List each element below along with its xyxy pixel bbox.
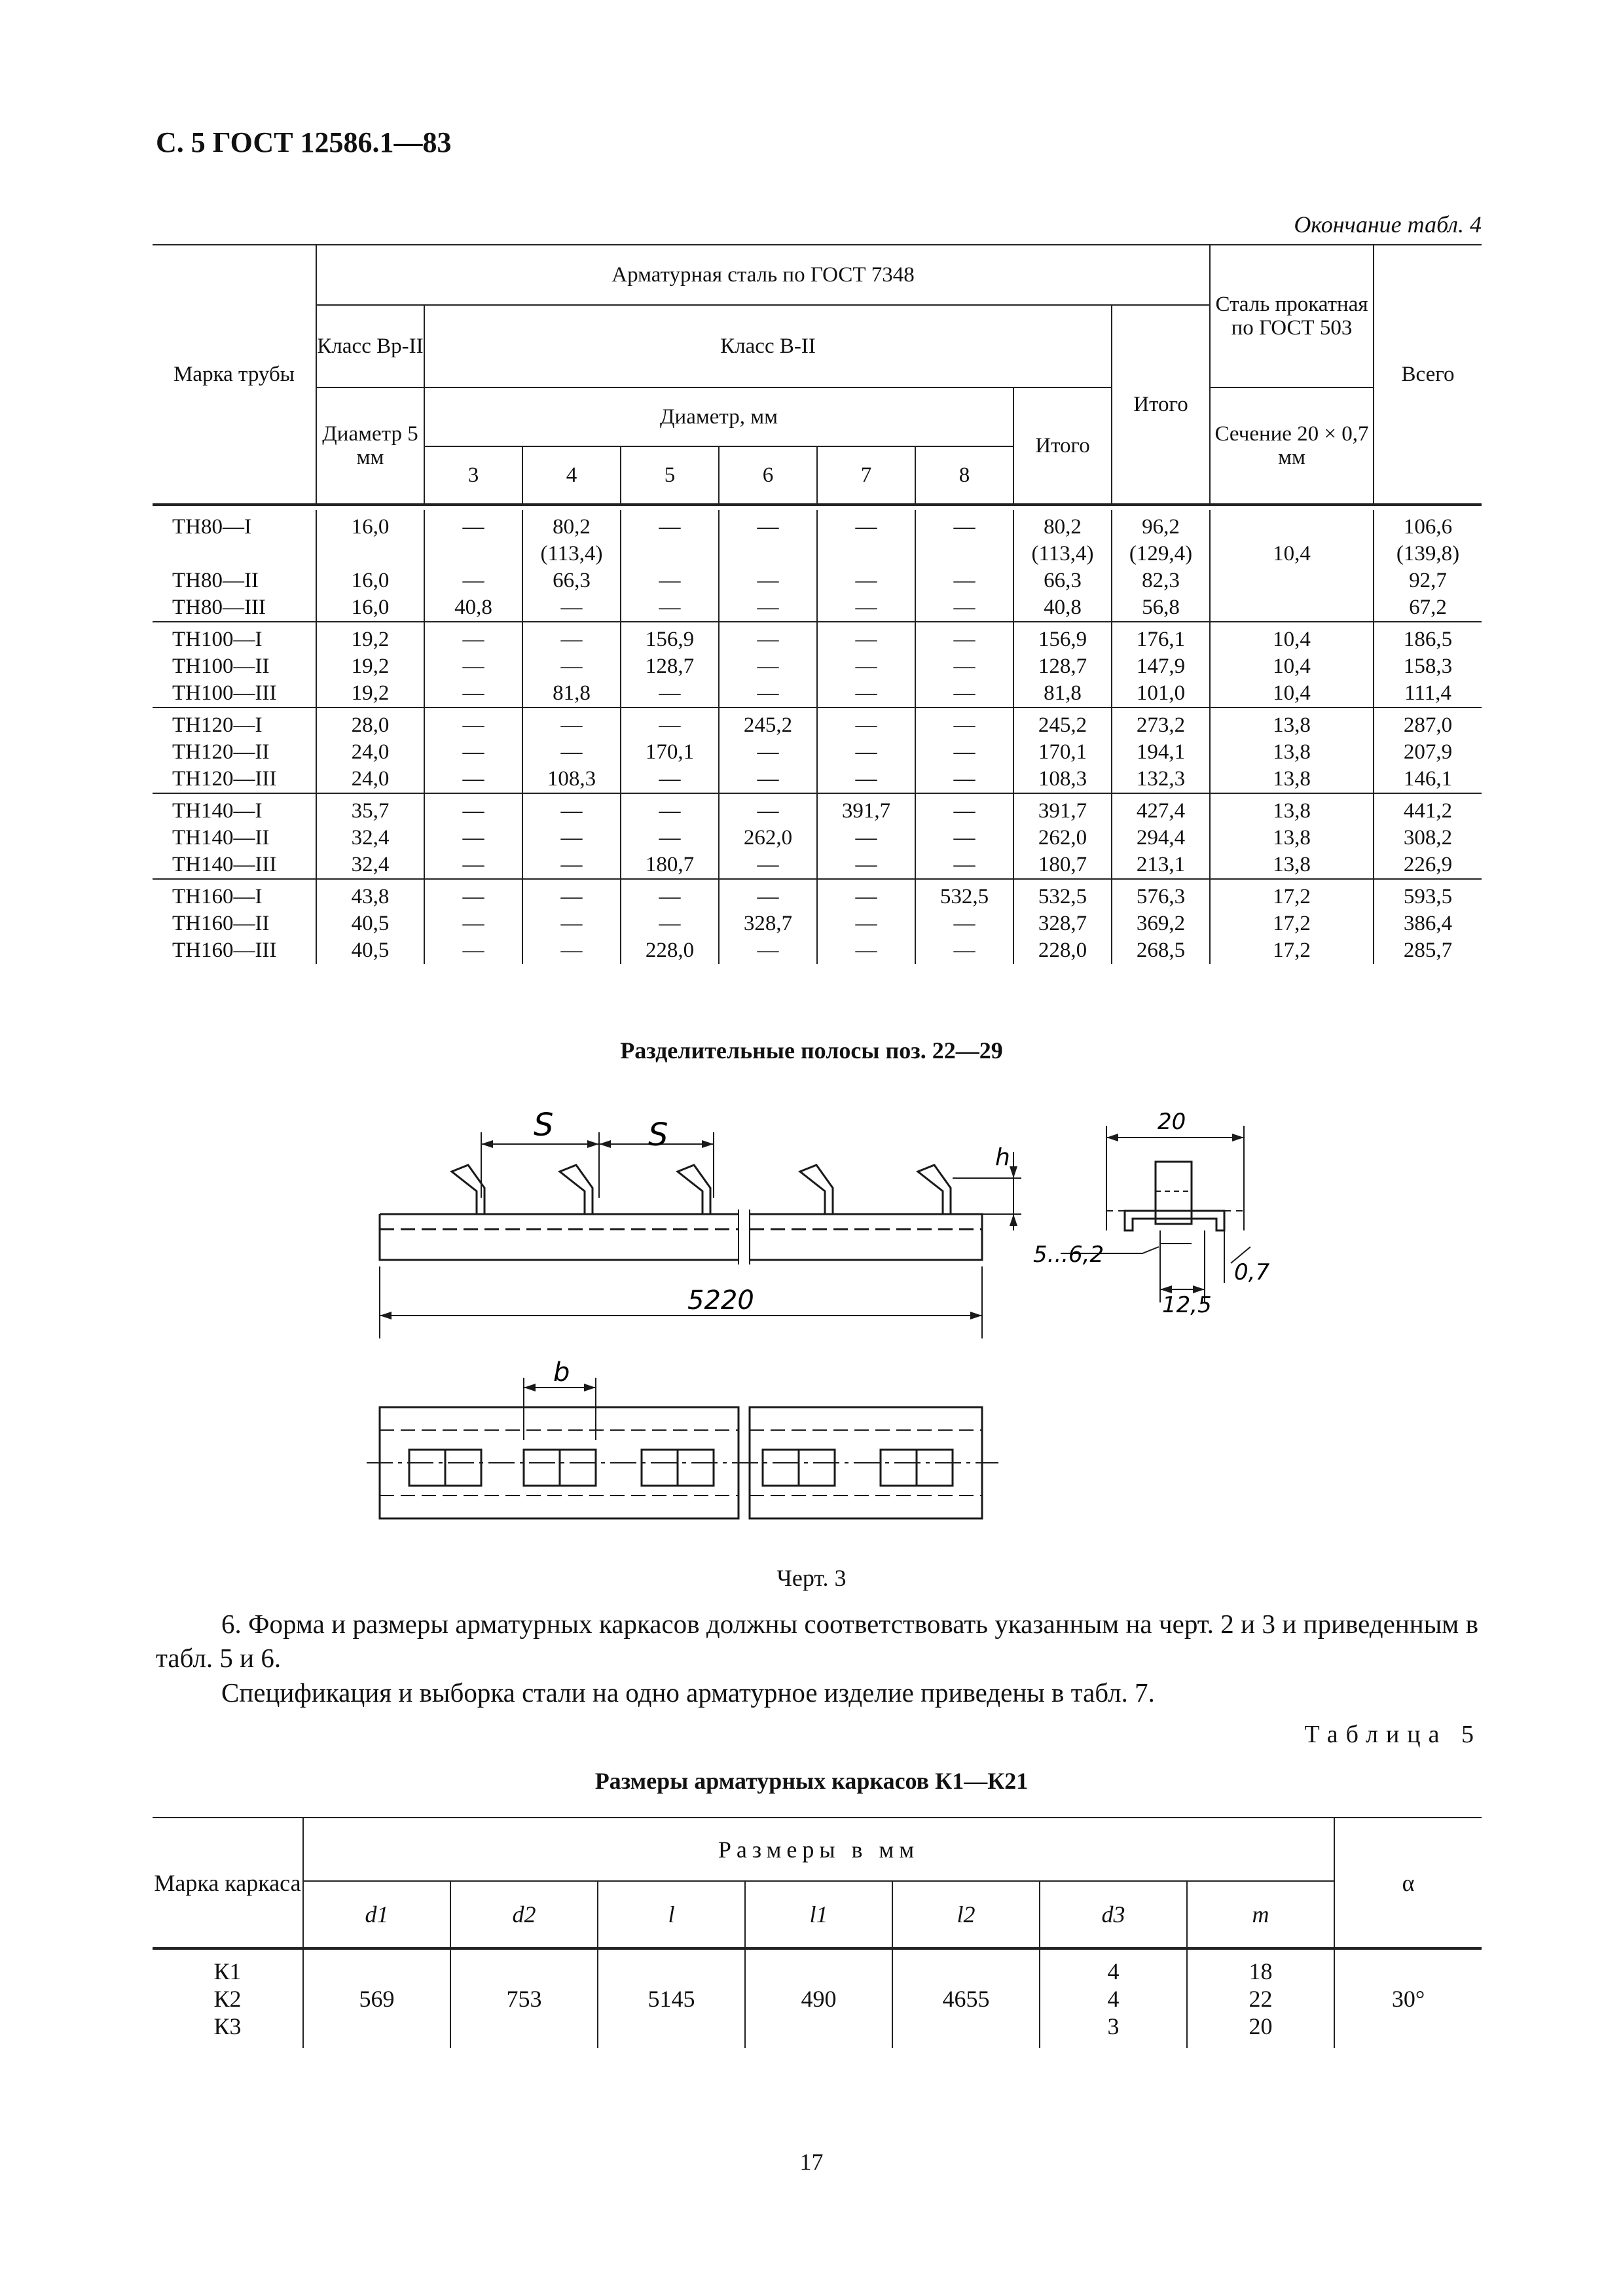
cell-value: — bbox=[659, 912, 681, 935]
cell-value: — bbox=[855, 912, 877, 935]
cell-value: 328,7 bbox=[743, 912, 793, 935]
t5-l: 5145 bbox=[598, 1948, 745, 2048]
cell-value: — bbox=[560, 799, 583, 823]
t5-d3-value: 4 bbox=[1107, 1986, 1120, 2012]
cell-value: 128,7 bbox=[1038, 655, 1087, 678]
cell-value: 19,2 bbox=[351, 655, 390, 678]
cell-value: — bbox=[560, 713, 583, 737]
cell-value: 81,8 bbox=[553, 681, 591, 705]
cell-value: 40,8 bbox=[1044, 596, 1082, 619]
cell-value: 96,2 bbox=[1142, 515, 1180, 539]
cell-value: 106,6 bbox=[1403, 515, 1453, 539]
cell-value: — bbox=[560, 939, 583, 962]
cell-value: — bbox=[462, 681, 484, 705]
cell-value: — bbox=[462, 939, 484, 962]
cell-value: 24,0 bbox=[351, 767, 390, 791]
table-5 bbox=[153, 1817, 1482, 2048]
cell-value: 32,4 bbox=[351, 826, 390, 850]
cell-value: — bbox=[757, 885, 779, 908]
cell-value: — bbox=[462, 515, 484, 539]
cell-value: 391,7 bbox=[841, 799, 891, 823]
cell-value: 111,4 bbox=[1404, 681, 1451, 705]
cell-value: 19,2 bbox=[351, 681, 390, 705]
cell-value: — bbox=[757, 655, 779, 678]
t5-alpha: 30° bbox=[1334, 1948, 1482, 2048]
cell-value: ТН80—II bbox=[172, 569, 259, 592]
table-5-title: Размеры арматурных каркасов К1—К21 bbox=[594, 1768, 1029, 1794]
cell-value: 13,8 bbox=[1273, 740, 1311, 764]
t5-m-value: 20 bbox=[1249, 2013, 1273, 2039]
cell-value: 10,4 bbox=[1273, 628, 1311, 651]
cell-value: 108,3 bbox=[547, 767, 596, 791]
dim-h: h bbox=[995, 1144, 1010, 1171]
table-continuation-label: Окончание табл. 4 bbox=[1294, 211, 1482, 238]
t5-header-mark: Марка каркаса bbox=[153, 1818, 303, 1948]
cell-value: — bbox=[855, 655, 877, 678]
cell-value: — bbox=[757, 799, 779, 823]
cell-value: 262,0 bbox=[743, 826, 793, 850]
cell-value: — bbox=[953, 826, 976, 850]
cell-value: — bbox=[953, 713, 976, 737]
header-d7: 7 bbox=[817, 446, 915, 505]
cell-value: — bbox=[855, 767, 877, 791]
cell-value: 285,7 bbox=[1403, 939, 1453, 962]
cell-value: — bbox=[953, 681, 976, 705]
cell-value: ТН160—II bbox=[172, 912, 270, 935]
cell-value: — bbox=[757, 853, 779, 876]
cell-value: 13,8 bbox=[1273, 826, 1311, 850]
cell-value: 80,2 bbox=[553, 515, 591, 539]
cell-value: 180,7 bbox=[645, 853, 695, 876]
cell-value: 13,8 bbox=[1273, 853, 1311, 876]
cell-value: 176,1 bbox=[1136, 628, 1186, 651]
header-rebar: Арматурная сталь по ГОСТ 7348 bbox=[316, 245, 1210, 305]
cell-value: 287,0 bbox=[1403, 713, 1453, 737]
cell-value: — bbox=[462, 853, 484, 876]
cell-value: ТН120—III bbox=[172, 767, 277, 791]
cell-value: 328,7 bbox=[1038, 912, 1087, 935]
cell-value: 207,9 bbox=[1403, 740, 1453, 764]
cell-value: — bbox=[757, 596, 779, 619]
header-class-b: Класс В-II bbox=[424, 305, 1112, 387]
cell-value: 294,4 bbox=[1136, 826, 1186, 850]
cell-value: — bbox=[757, 767, 779, 791]
dim-125: 12,5 bbox=[1162, 1292, 1212, 1318]
t5-col-l2: l2 bbox=[892, 1881, 1040, 1948]
cell-value: — bbox=[855, 515, 877, 539]
cell-value: 13,8 bbox=[1273, 713, 1311, 737]
cell-value: — bbox=[560, 655, 583, 678]
cell-value: — bbox=[462, 740, 484, 764]
cell-value: — bbox=[953, 767, 976, 791]
page-number: 17 bbox=[799, 2149, 824, 2175]
t5-col-l1: l1 bbox=[745, 1881, 892, 1948]
dim-s-1: S bbox=[534, 1107, 554, 1143]
t5-header-alpha: α bbox=[1334, 1818, 1482, 1948]
cell-value: — bbox=[855, 939, 877, 962]
cell-value: — bbox=[953, 596, 976, 619]
cell-value: 82,3 bbox=[1142, 569, 1180, 592]
cell-value: — bbox=[757, 939, 779, 962]
dim-07: 0,7 bbox=[1234, 1259, 1270, 1285]
cell-value: 19,2 bbox=[351, 628, 390, 651]
cell-value: 13,8 bbox=[1273, 767, 1311, 791]
t5-d1: 569 bbox=[303, 1948, 450, 2048]
header-steel: Сталь прокатная по ГОСТ 503 bbox=[1210, 245, 1374, 387]
table-5-label: Таблица 5 bbox=[1304, 1721, 1482, 1748]
t5-d3 bbox=[1040, 1948, 1187, 2048]
cell-value: 101,0 bbox=[1136, 681, 1186, 705]
header-total: Итого bbox=[1112, 305, 1210, 505]
cell-value: (113,4) bbox=[540, 542, 603, 565]
cell-value: — bbox=[560, 853, 583, 876]
cell-value: 228,0 bbox=[645, 939, 695, 962]
cell-value: 180,7 bbox=[1038, 853, 1087, 876]
figure-title: Разделительные полосы поз. 22—29 bbox=[620, 1037, 1003, 1064]
cell-value: — bbox=[953, 655, 976, 678]
cell-value: — bbox=[659, 885, 681, 908]
cell-value: — bbox=[560, 596, 583, 619]
cell-value: 16,0 bbox=[351, 596, 390, 619]
cell-value: 40,5 bbox=[351, 939, 390, 962]
cell-value: — bbox=[757, 515, 779, 539]
header-class-bp: Класс Вр-II bbox=[316, 305, 424, 387]
cell-value: 17,2 bbox=[1273, 939, 1311, 962]
cell-value: — bbox=[855, 596, 877, 619]
cell-value: 128,7 bbox=[645, 655, 695, 678]
cell-value: 10,4 bbox=[1273, 542, 1311, 565]
cell-value: — bbox=[757, 628, 779, 651]
t5-col-m: m bbox=[1187, 1881, 1334, 1948]
cell-value: ТН100—I bbox=[172, 628, 263, 651]
cell-value: — bbox=[462, 655, 484, 678]
cell-value: 67,2 bbox=[1409, 596, 1447, 619]
cell-value: 43,8 bbox=[351, 885, 390, 908]
cell-value: — bbox=[855, 826, 877, 850]
cell-value: — bbox=[855, 713, 877, 737]
header-subtotal: Итого bbox=[1013, 387, 1112, 505]
cell-value: 66,3 bbox=[553, 569, 591, 592]
t5-col-l: l bbox=[598, 1881, 745, 1948]
cell-value: — bbox=[953, 569, 976, 592]
cell-value: — bbox=[953, 799, 976, 823]
cell-value: 194,1 bbox=[1136, 740, 1186, 764]
t5-header-sizes: Размеры в мм bbox=[303, 1818, 1334, 1881]
cell-value: 28,0 bbox=[351, 713, 390, 737]
cell-value: 156,9 bbox=[645, 628, 695, 651]
cell-value: 16,0 bbox=[351, 569, 390, 592]
cell-value: — bbox=[462, 826, 484, 850]
cell-value: — bbox=[462, 799, 484, 823]
t5-d3-value: 4 bbox=[1107, 1958, 1120, 1984]
header-d8: 8 bbox=[915, 446, 1013, 505]
cell-value: 156,9 bbox=[1038, 628, 1087, 651]
cell-value: — bbox=[855, 569, 877, 592]
cell-value: — bbox=[462, 885, 484, 908]
cell-value: 308,2 bbox=[1403, 826, 1453, 850]
cell-value: — bbox=[953, 912, 976, 935]
t5-l1: 490 bbox=[745, 1948, 892, 2048]
cell-value: (129,4) bbox=[1129, 542, 1193, 565]
t5-mark: К1 bbox=[213, 1958, 242, 1984]
t5-m bbox=[1187, 1948, 1334, 2048]
page-header: С. 5 ГОСТ 12586.1—83 bbox=[156, 126, 452, 158]
cell-value: — bbox=[560, 912, 583, 935]
cell-value: — bbox=[560, 740, 583, 764]
cell-value: — bbox=[560, 826, 583, 850]
cell-value: — bbox=[855, 681, 877, 705]
header-all: Всего bbox=[1374, 245, 1482, 505]
cell-value: 532,5 bbox=[1038, 885, 1087, 908]
cell-value: 273,2 bbox=[1136, 713, 1186, 737]
cell-value: 245,2 bbox=[1038, 713, 1087, 737]
cell-value: — bbox=[659, 681, 681, 705]
cell-value: 268,5 bbox=[1136, 939, 1186, 962]
cell-value: 13,8 bbox=[1273, 799, 1311, 823]
cell-value: — bbox=[659, 515, 681, 539]
header-d4: 4 bbox=[522, 446, 621, 505]
cell-value: 226,9 bbox=[1403, 853, 1453, 876]
cell-value: 386,4 bbox=[1403, 912, 1453, 935]
cell-value: — bbox=[462, 713, 484, 737]
header-d3: 3 bbox=[424, 446, 522, 505]
cell-value: ТН140—I bbox=[172, 799, 263, 823]
cell-value: — bbox=[855, 853, 877, 876]
cell-value: 593,5 bbox=[1403, 885, 1453, 908]
cell-value: 391,7 bbox=[1038, 799, 1087, 823]
cell-value: 10,4 bbox=[1273, 681, 1311, 705]
cell-value: — bbox=[462, 912, 484, 935]
cell-value: (113,4) bbox=[1031, 542, 1094, 565]
cell-value: 532,5 bbox=[939, 885, 989, 908]
cell-value: — bbox=[659, 826, 681, 850]
cell-value: 213,1 bbox=[1136, 853, 1186, 876]
cell-value: ТН120—II bbox=[172, 740, 270, 764]
cell-value: — bbox=[659, 713, 681, 737]
cell-value: — bbox=[855, 628, 877, 651]
t5-marks bbox=[153, 1948, 303, 2048]
t5-col-d3: d3 bbox=[1040, 1881, 1187, 1948]
cell-value: ТН100—II bbox=[172, 655, 270, 678]
cell-value: 10,4 bbox=[1273, 655, 1311, 678]
cell-value: 441,2 bbox=[1403, 799, 1453, 823]
cell-value: 66,3 bbox=[1044, 569, 1082, 592]
cell-value: — bbox=[462, 628, 484, 651]
cell-value: ТН140—III bbox=[172, 853, 277, 876]
cell-value: 40,5 bbox=[351, 912, 390, 935]
cell-value: — bbox=[462, 767, 484, 791]
cell-value: 16,0 bbox=[351, 515, 390, 539]
header-diam5: Диаметр 5 мм bbox=[316, 387, 424, 505]
cell-value: (139,8) bbox=[1396, 542, 1460, 565]
cell-value: — bbox=[953, 939, 976, 962]
cell-value: — bbox=[757, 681, 779, 705]
cell-value: 17,2 bbox=[1273, 912, 1311, 935]
cell-value: 147,9 bbox=[1136, 655, 1186, 678]
cell-value: — bbox=[462, 569, 484, 592]
t5-l2: 4655 bbox=[892, 1948, 1040, 2048]
cell-value: 576,3 bbox=[1136, 885, 1186, 908]
cell-value: 108,3 bbox=[1038, 767, 1087, 791]
cell-value: 369,2 bbox=[1136, 912, 1186, 935]
paragraph-spec: Спецификация и выборка стали на одно арматурное изделие приведены в табл. 7. bbox=[221, 1677, 1155, 1708]
cell-value: 40,8 bbox=[454, 596, 492, 619]
dim-5-62: 5...6,2 bbox=[1033, 1242, 1104, 1268]
cell-value: — bbox=[953, 853, 976, 876]
cell-value: 228,0 bbox=[1038, 939, 1087, 962]
cell-value: ТН80—III bbox=[172, 596, 266, 619]
cell-value: ТН160—III bbox=[172, 939, 277, 962]
paragraph-6: 6. Форма и размеры арматурных каркасов должны соответствовать указанным на черт. 2 и 3 и приведенным в табл. 5 и 6. bbox=[156, 1609, 1478, 1673]
t5-mark: К3 bbox=[213, 2013, 242, 2039]
cell-value: ТН160—I bbox=[172, 885, 263, 908]
header-d5: 5 bbox=[621, 446, 719, 505]
cell-value: 158,3 bbox=[1403, 655, 1453, 678]
t5-mark: К2 bbox=[213, 1986, 242, 2012]
dim-s-2: S bbox=[648, 1117, 668, 1153]
t5-col-d1: d1 bbox=[303, 1881, 450, 1948]
cell-value: — bbox=[953, 628, 976, 651]
header-mark: Марка трубы bbox=[153, 245, 316, 505]
cell-value: 427,4 bbox=[1136, 799, 1186, 823]
figure-caption: Черт. 3 bbox=[776, 1565, 847, 1591]
cell-value: ТН100—III bbox=[172, 681, 277, 705]
t5-m-value: 22 bbox=[1249, 1986, 1273, 2012]
cell-value: 80,2 bbox=[1044, 515, 1082, 539]
cell-value: 170,1 bbox=[645, 740, 695, 764]
cell-value: — bbox=[953, 515, 976, 539]
cell-value: 35,7 bbox=[351, 799, 390, 823]
cell-value: 132,3 bbox=[1136, 767, 1186, 791]
dim-b: b bbox=[553, 1357, 570, 1388]
cell-value: 81,8 bbox=[1044, 681, 1082, 705]
cell-value: — bbox=[855, 740, 877, 764]
cell-value: — bbox=[953, 740, 976, 764]
dim-length: 5220 bbox=[687, 1285, 754, 1316]
t5-d2: 753 bbox=[450, 1948, 598, 2048]
cell-value: — bbox=[757, 740, 779, 764]
dim-20: 20 bbox=[1158, 1109, 1186, 1135]
header-section: Сечение 20 × 0,7 мм bbox=[1210, 387, 1374, 505]
cell-value: ТН140—II bbox=[172, 826, 270, 850]
t5-col-d2: d2 bbox=[450, 1881, 598, 1948]
cell-value: 92,7 bbox=[1409, 569, 1447, 592]
cell-value: ТН120—I bbox=[172, 713, 263, 737]
cell-value: 262,0 bbox=[1038, 826, 1087, 850]
header-d6: 6 bbox=[719, 446, 817, 505]
t5-d3-value: 3 bbox=[1107, 2013, 1120, 2039]
cell-value: — bbox=[659, 767, 681, 791]
cell-value: 146,1 bbox=[1403, 767, 1453, 791]
t5-m-value: 18 bbox=[1249, 1958, 1273, 1984]
header-diam: Диаметр, мм bbox=[424, 387, 1013, 446]
cell-value: — bbox=[757, 569, 779, 592]
cell-value: ТН80—I bbox=[172, 515, 251, 539]
cell-value: 17,2 bbox=[1273, 885, 1311, 908]
cell-value: 186,5 bbox=[1403, 628, 1453, 651]
cell-value: — bbox=[659, 596, 681, 619]
cell-value: 56,8 bbox=[1142, 596, 1180, 619]
cell-value: — bbox=[659, 569, 681, 592]
cell-value: — bbox=[659, 799, 681, 823]
cell-value: — bbox=[560, 885, 583, 908]
cell-value: — bbox=[855, 885, 877, 908]
cell-value: 245,2 bbox=[743, 713, 793, 737]
cell-value: — bbox=[560, 628, 583, 651]
cell-value: 170,1 bbox=[1038, 740, 1087, 764]
cell-value: 32,4 bbox=[351, 853, 390, 876]
cell-value: 24,0 bbox=[351, 740, 390, 764]
